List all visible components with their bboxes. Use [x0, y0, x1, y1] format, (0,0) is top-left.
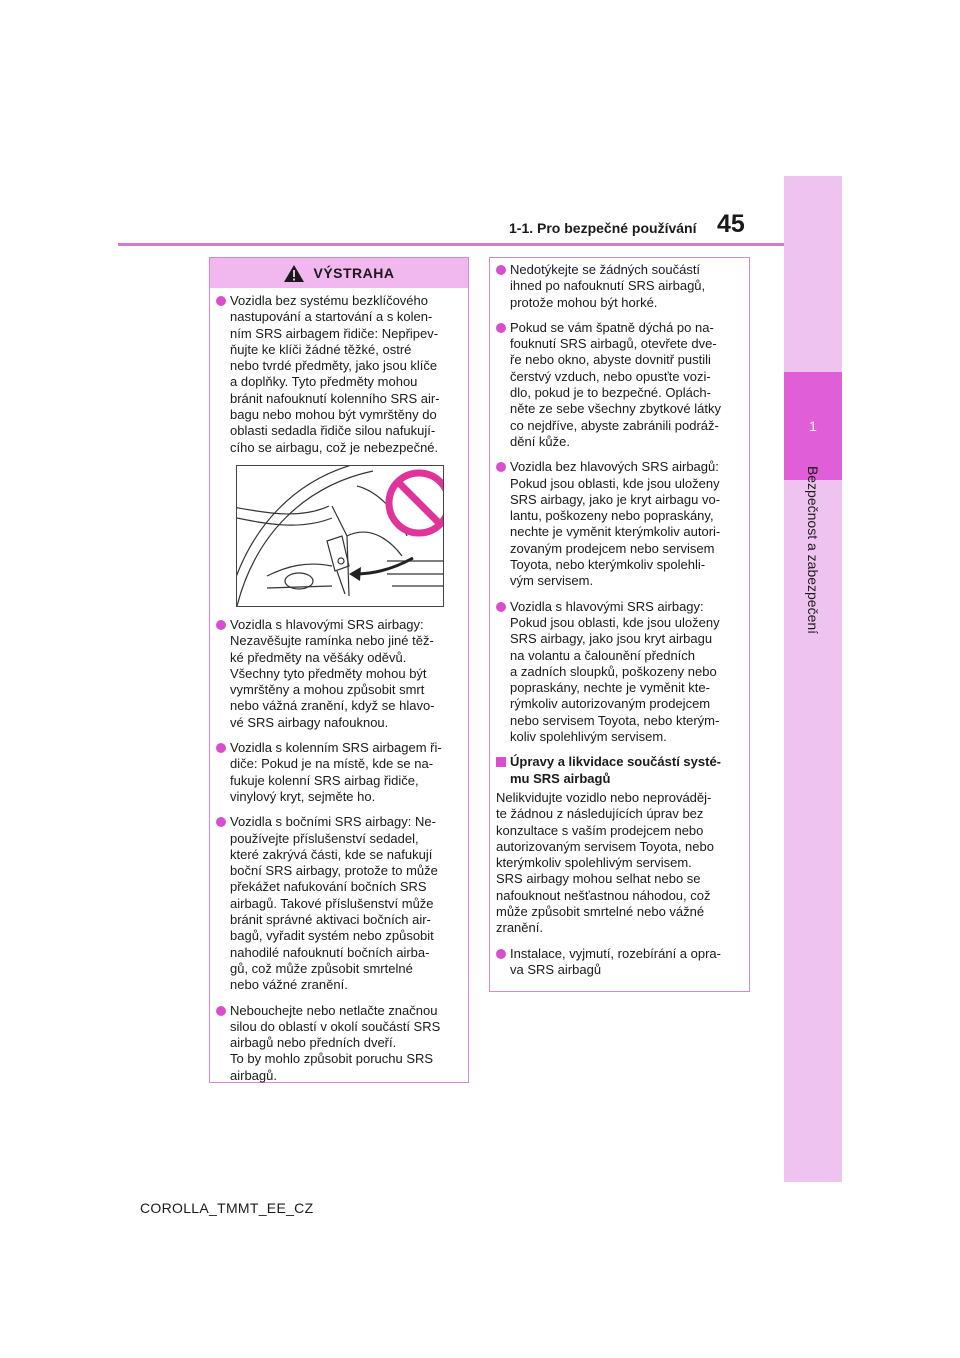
bullet-icon	[496, 949, 506, 959]
list-item	[496, 599, 745, 746]
chapter-number: 1	[809, 418, 817, 434]
key-illustration	[236, 465, 444, 607]
chapter-number-tab[interactable]	[784, 372, 842, 480]
bullet-icon	[496, 265, 506, 275]
item-text: Nedotýkejte se žádných součástí ihned po nafouknutí SRS airbagů, protože mohou být horké.	[510, 262, 706, 310]
bullet-icon	[216, 817, 226, 827]
square-bullet-icon	[496, 757, 506, 767]
bullet-icon	[216, 743, 226, 753]
warning-box	[209, 257, 469, 1083]
item-text: Vozidla bez hlavových SRS airbagů: Pokud jsou oblasti, kde jsou uloženy SRS airbagy, jako je kryt airbagu vo- lantu, poškozeny nebo popraskány, nechte je vyměnit kterýmkoliv autori- zovaným prodejcem nebo servisem Toyota, nebo kterýmkoliv spolehli- vým servisem.	[510, 459, 721, 589]
list-item	[216, 617, 464, 731]
warning-header	[210, 258, 468, 288]
bullet-icon	[496, 323, 506, 333]
page-number: 45	[717, 210, 745, 238]
list-item	[496, 459, 745, 589]
list-item	[216, 293, 464, 456]
section-paragraph: Nelikvidujte vozidlo nebo neprováděj- te žádnou z následujících úprav bez konzultace s vaším prodejcem nebo autorizovaným servisem Toyota, nebo kterýmkoliv spolehlivým servisem. SRS airbagy mohou selhat nebo se nafouknout nešťastnou náhodou, což může způsobit smrtelné nebo vážné zranění.	[496, 789, 714, 936]
list-item	[496, 262, 745, 311]
list-item	[216, 740, 464, 805]
section-title: 1-1. Pro bezpečné používání	[509, 220, 697, 236]
bullet-icon	[496, 462, 506, 472]
side-tab	[784, 176, 842, 1182]
list-item	[216, 1003, 464, 1084]
warning-triangle-icon	[283, 264, 305, 283]
item-text: Nebouchejte nebo netlačte značnou silou do oblastí v okolí součástí SRS airbagů nebo předních dveří. To by mohlo způsobit poruchu SRS airbagů.	[230, 1002, 441, 1083]
list-item	[496, 320, 745, 450]
item-text: Vozidla bez systému bezklíčového nastupování a startování a s kolen- ním SRS airbagem řidiče: Nepřipev- ňujte ke klíči žádné těžké, ostré nebo tvrdé předměty, jako jsou klíče a doplňky. Tyto předměty mohou bránit nafouknutí kolenního SRS air- bagu nebo mohou být vymrštěny do oblasti sedadla řidiče silou nafukují- cího se airbagu, což je nebezpečné.	[230, 293, 440, 455]
item-text: Vozidla s hlavovými SRS airbagy: Nezavěšujte ramínka nebo jiné těž- ké předměty na věšáky oděvů. Všechny tyto předměty mohou být vymrštěny a mohou způsobit smrt nebo vážná zranění, když se hlavo- vé SRS airbagy nafouknou.	[230, 616, 435, 730]
item-text: Vozidla s kolenním SRS airbagem ři- diče: Pokud je na místě, kde se na- fukuje kolenní SRS airbag řidiče, vinylový kryt, sejměte ho.	[230, 740, 442, 804]
warning-content-continued	[490, 258, 749, 978]
bullet-icon	[496, 602, 506, 612]
warning-box-continued	[489, 257, 750, 992]
document-code: COROLLA_TMMT_EE_CZ	[140, 1200, 314, 1216]
section-heading-text: Úpravy a likvidace součástí systé- mu SRS airbagů	[510, 754, 722, 786]
warning-content	[210, 288, 468, 1084]
item-text: Instalace, vyjmutí, rozebírání a opra- va SRS airbagů	[510, 945, 721, 977]
steering-wheel-key-illustration	[237, 466, 443, 606]
bullet-icon	[216, 1006, 226, 1016]
bullet-icon	[216, 620, 226, 630]
bullet-icon	[216, 296, 226, 306]
section-heading	[496, 754, 745, 787]
list-item	[216, 814, 464, 993]
warning-title: VÝSTRAHA	[313, 265, 395, 281]
chapter-title: Bezpečnost a zabezpečení	[805, 465, 821, 635]
item-text: Vozidla s bočními SRS airbagy: Ne- používejte příslušenství sedadel, které zakrývá části, kde se nafukují boční SRS airbagy, protože to může překážet nafukování bočních SRS airbagů. Takové příslušenství může bránit správné aktivaci bočních air- bagů, vyřadit systém nebo způsobit nahodilé nafouknutí bočních airba- gů, což může způsobit smrtelné nebo vážné zranění.	[230, 814, 438, 993]
list-item	[496, 946, 745, 979]
item-text: Pokud se vám špatně dýchá po na- fouknutí SRS airbagů, otevřete dve- ře nebo okno, abyste dovnitř pustili čerstvý vzduch, nebo opusťte vozi- dlo, pokud je to bezpečné. Oplách- něte ze sebe všechny zbytkové látky co nejdříve, abyste zabránili podráž- dění kůže.	[510, 319, 722, 449]
item-text: Vozidla s hlavovými SRS airbagy: Pokud jsou oblasti, kde jsou uloženy SRS airbagy, jako jsou kryt airbagu na volantu a čalounění předních a zadních sloupků, poškozeny nebo popraskány, nechte je vyměnit kte- rýmkoliv autorizovaným prodejcem nebo servisem Toyota, nebo kterým- koliv spolehlivým servisem.	[510, 598, 720, 745]
header-rule	[118, 243, 784, 246]
